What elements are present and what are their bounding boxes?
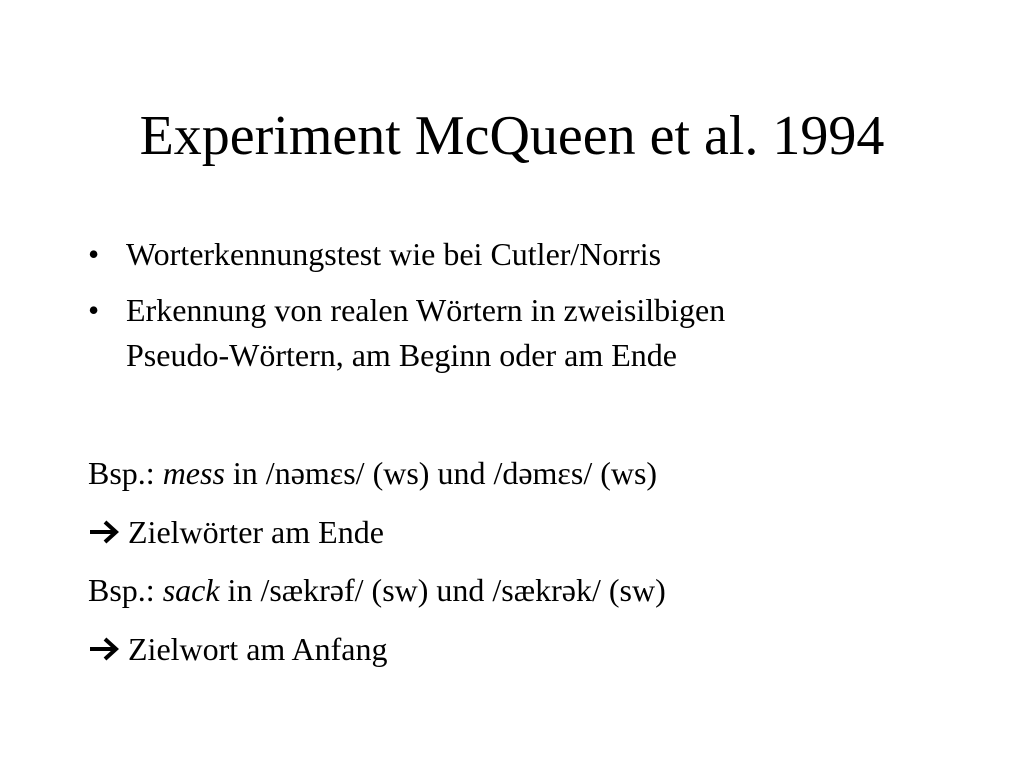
bullet-icon: • bbox=[88, 292, 100, 328]
bullet-text: Worterkennungstest wie bei Cutler/Norris bbox=[126, 236, 662, 272]
conclusion-line-1 bbox=[88, 512, 988, 552]
conclusion-text: Zielwort am Anfang bbox=[128, 630, 388, 667]
bullet-text-line-2: Pseudo-Wörtern, am Beginn oder am Ende bbox=[126, 337, 677, 373]
example-transcription: in /nəmɛs/ (ws) und /dəmɛs/ (ws) bbox=[224, 455, 658, 491]
bullet-icon: • bbox=[88, 236, 100, 272]
bullet-text-line-1: Erkennung von realen Wörtern in zweisilbigen bbox=[126, 292, 726, 328]
conclusion-line-2 bbox=[88, 629, 988, 669]
arrow-right-icon bbox=[88, 635, 122, 663]
bullet-item bbox=[88, 288, 948, 378]
arrow-right-icon bbox=[88, 518, 122, 546]
bullet-list bbox=[88, 232, 948, 389]
bullet-item bbox=[88, 232, 948, 277]
slide-title: Experiment McQueen et al. 1994 bbox=[139, 105, 885, 167]
example-transcription: in /sækrəf/ (sw) und /sækrək/ (sw) bbox=[219, 572, 666, 608]
example-word: mess bbox=[162, 455, 225, 491]
example-line-1 bbox=[88, 453, 988, 493]
example-line-2 bbox=[88, 570, 988, 610]
conclusion-text: Zielwörter am Ende bbox=[128, 513, 384, 550]
example-block bbox=[88, 453, 988, 687]
example-word: sack bbox=[162, 572, 220, 608]
example-prefix: Bsp.: bbox=[88, 455, 163, 491]
example-prefix: Bsp.: bbox=[88, 572, 163, 608]
